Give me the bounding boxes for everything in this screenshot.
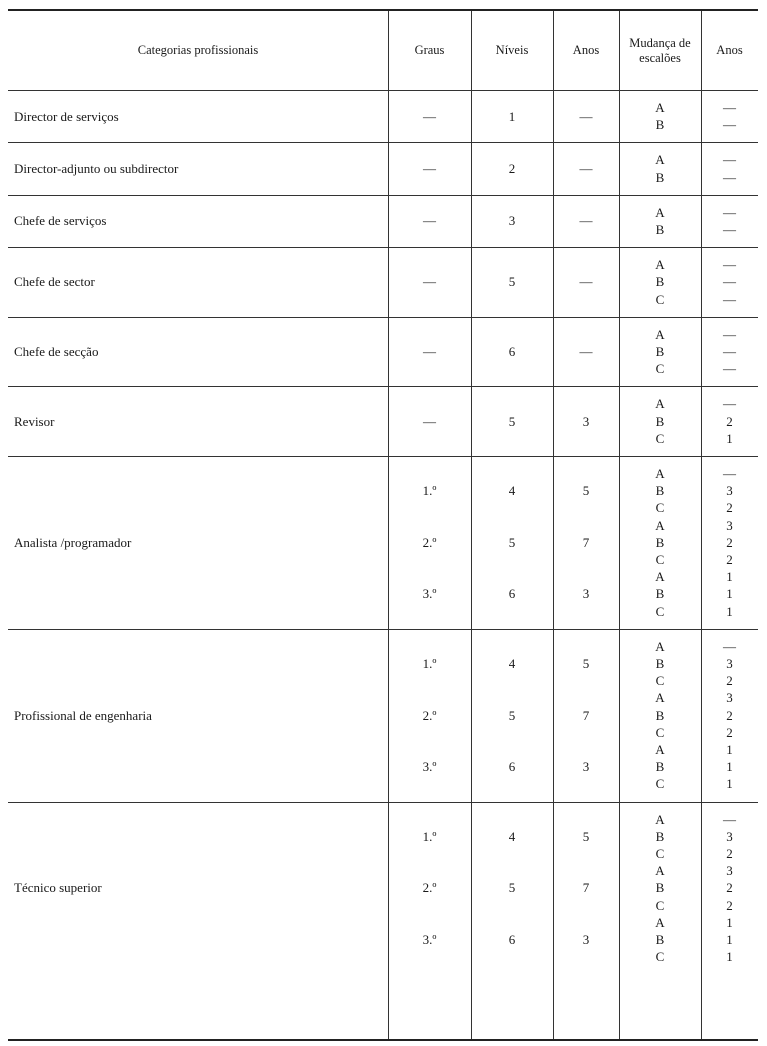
escalao-value: C	[655, 724, 665, 740]
categoria-cell: Director de serviços	[14, 108, 119, 124]
nivel-cell: 6	[508, 931, 516, 947]
grau-cell: —	[423, 274, 436, 290]
escalao-value: A	[655, 517, 665, 533]
anos-escalao-cell	[701, 465, 758, 620]
grau-cell: 2.º	[422, 707, 437, 723]
escalao-value: B	[655, 707, 665, 723]
grau-cell: —	[423, 413, 436, 429]
anos-escalao-value: —	[723, 221, 736, 237]
anos-cell: 7	[582, 534, 590, 550]
anos-escalao-cell	[701, 326, 758, 378]
anos-escalao-value: 3	[726, 483, 733, 499]
grau-cell: —	[423, 343, 436, 359]
grau-cell: 2.º	[422, 880, 437, 896]
nivel-cell: 6	[508, 343, 516, 359]
anos-escalao-value: 2	[726, 724, 733, 740]
anos-escalao-cell	[701, 811, 758, 966]
anos-cell: 3	[582, 413, 590, 429]
escalao-value: B	[655, 343, 665, 359]
nivel-cell: 2	[508, 160, 516, 176]
anos-escalao-value: —	[723, 204, 736, 220]
anos-escalao-cell	[701, 256, 758, 308]
anos-escalao-value: —	[723, 638, 736, 654]
anos-escalao-value: 1	[726, 931, 733, 947]
header-anos-2: Anos	[716, 43, 743, 57]
escalao-value: C	[655, 500, 665, 516]
anos-escalao-value: 3	[726, 690, 733, 706]
anos-escalao-value: 2	[726, 534, 733, 550]
escalao-value: C	[655, 776, 665, 792]
anos-escalao-value: 3	[726, 655, 733, 671]
escalao-value: B	[655, 221, 665, 237]
escalao-value: A	[655, 811, 665, 827]
grau-cell: 1.º	[422, 828, 437, 844]
escaloes-cell	[619, 326, 701, 378]
escalao-value: B	[655, 274, 665, 290]
escalao-value: B	[655, 655, 665, 671]
nivel-cell: 6	[508, 586, 516, 602]
anos-escalao-value: 1	[726, 759, 733, 775]
escaloes-cell	[619, 151, 701, 185]
nivel-cell: 4	[508, 483, 516, 499]
escalao-value: A	[655, 466, 665, 481]
anos-escalao-value: 1	[726, 914, 733, 930]
anos-escalao-value: 2	[726, 500, 733, 516]
anos-escalao-cell	[701, 151, 758, 185]
grau-cell: 3.º	[422, 586, 437, 602]
anos-escalao-value: 3	[726, 828, 733, 844]
anos-escalao-value: —	[723, 100, 736, 115]
escalao-value: B	[655, 880, 665, 896]
grau-cell: —	[423, 213, 436, 229]
anos-cell: —	[579, 274, 593, 290]
escalao-value: B	[655, 413, 665, 429]
escalao-value: B	[655, 586, 665, 602]
anos-escalao-value: 1	[726, 776, 733, 792]
anos-escalao-value: —	[723, 257, 736, 273]
escalao-value: A	[655, 326, 665, 342]
anos-escalao-cell	[701, 204, 758, 238]
escaloes-cell	[619, 395, 701, 447]
anos-escalao-value: 2	[726, 845, 733, 861]
anos-escalao-value: 2	[726, 413, 733, 429]
escalao-value: B	[655, 828, 665, 844]
categoria-cell: Chefe de secção	[14, 343, 99, 359]
grau-cell: 2.º	[422, 534, 437, 550]
categoria-cell: Chefe de serviços	[14, 213, 107, 229]
anos-cell: 5	[582, 483, 590, 499]
anos-escalao-value: —	[723, 326, 736, 342]
anos-escalao-value: —	[723, 361, 736, 377]
nivel-cell: 5	[508, 707, 516, 723]
anos-cell: 3	[582, 759, 590, 775]
escalao-value: B	[655, 759, 665, 775]
escaloes-cell	[619, 99, 701, 133]
nivel-cell: 4	[508, 828, 516, 844]
anos-escalao-value: 2	[726, 551, 733, 567]
escaloes-cell	[619, 256, 701, 308]
nivel-cell: 6	[508, 759, 516, 775]
nivel-cell: 5	[508, 880, 516, 896]
grau-cell: 3.º	[422, 931, 437, 947]
escalao-value: C	[655, 291, 665, 307]
anos-cell: —	[579, 108, 593, 124]
anos-cell: 3	[582, 931, 590, 947]
anos-cell: 3	[582, 586, 590, 602]
escalao-value: A	[655, 396, 665, 412]
anos-escalao-value: —	[723, 152, 736, 168]
categoria-cell: Analista /programador	[14, 534, 132, 550]
grau-cell: 1.º	[422, 483, 437, 499]
escalao-value: C	[655, 845, 665, 861]
escaloes-cell	[619, 465, 701, 620]
nivel-cell: 5	[508, 274, 516, 290]
nivel-cell: 1	[508, 108, 516, 124]
anos-cell: 7	[582, 880, 590, 896]
escalao-value: A	[655, 914, 665, 930]
anos-cell: 5	[582, 828, 590, 844]
header-graus: Graus	[414, 43, 445, 57]
header-mudanca-escaloes: Mudança de escalões	[629, 35, 691, 65]
anos-escalao-value: 1	[726, 603, 733, 619]
categoria-cell: Director-adjunto ou subdirector	[14, 160, 179, 176]
escalao-value: A	[655, 863, 665, 879]
anos-escalao-value: —	[723, 117, 736, 133]
escalao-value: A	[655, 690, 665, 706]
escalao-value: B	[655, 117, 665, 133]
escalao-value: A	[655, 152, 665, 168]
anos-escalao-cell	[701, 395, 758, 447]
categoria-cell: Revisor	[14, 413, 55, 429]
anos-escalao-value: 2	[726, 880, 733, 896]
nivel-cell: 3	[508, 213, 516, 229]
escalao-value: C	[655, 603, 665, 619]
escalao-value: A	[655, 257, 665, 273]
header-anos: Anos	[572, 43, 600, 57]
escalao-value: C	[655, 897, 665, 913]
anos-escalao-value: —	[723, 274, 736, 290]
escaloes-cell	[619, 638, 701, 793]
escalao-value: A	[655, 569, 665, 585]
grau-cell: —	[423, 160, 436, 176]
header-niveis: Níveis	[495, 43, 529, 57]
anos-escalao-value: —	[723, 811, 736, 827]
anos-escalao-value: —	[723, 343, 736, 359]
anos-escalao-value: 2	[726, 897, 733, 913]
categoria-cell: Chefe de sector	[14, 274, 95, 290]
header-categorias: Categorias profissionais	[137, 43, 259, 57]
anos-cell: —	[579, 343, 593, 359]
anos-escalao-value: 2	[726, 707, 733, 723]
escalao-value: A	[655, 100, 665, 115]
grau-cell: 3.º	[422, 759, 437, 775]
anos-escalao-cell	[701, 638, 758, 793]
escalao-value: B	[655, 534, 665, 550]
anos-escalao-value: 1	[726, 741, 733, 757]
anos-escalao-value: 3	[726, 517, 733, 533]
anos-escalao-value: 3	[726, 863, 733, 879]
escalao-value: A	[655, 741, 665, 757]
anos-escalao-value: 1	[726, 430, 733, 446]
escalao-value: B	[655, 483, 665, 499]
nivel-cell: 4	[508, 655, 516, 671]
anos-cell: 7	[582, 707, 590, 723]
anos-escalao-value: —	[723, 169, 736, 185]
escalao-value: A	[655, 204, 665, 220]
grau-cell: —	[423, 108, 436, 124]
salary-table	[8, 9, 758, 1041]
escalao-value: B	[655, 931, 665, 947]
anos-escalao-cell	[701, 99, 758, 133]
escalao-value: C	[655, 430, 665, 446]
categoria-cell: Técnico superior	[14, 880, 102, 896]
nivel-cell: 5	[508, 413, 516, 429]
escalao-value: C	[655, 551, 665, 567]
anos-cell: 5	[582, 655, 590, 671]
escalao-value: C	[655, 361, 665, 377]
nivel-cell: 5	[508, 534, 516, 550]
escaloes-cell	[619, 811, 701, 966]
anos-cell: —	[579, 213, 593, 229]
escalao-value: C	[655, 673, 665, 689]
categoria-cell: Profissional de engenharia	[14, 707, 152, 723]
anos-escalao-value: —	[723, 466, 736, 481]
anos-escalao-value: —	[723, 291, 736, 307]
escalao-value: A	[655, 638, 665, 654]
escalao-value: C	[655, 949, 665, 965]
anos-cell: —	[579, 160, 593, 176]
escalao-value: B	[655, 169, 665, 185]
anos-escalao-value: 1	[726, 586, 733, 602]
grau-cell: 1.º	[422, 655, 437, 671]
anos-escalao-value: 1	[726, 949, 733, 965]
escaloes-cell	[619, 204, 701, 238]
anos-escalao-value: 2	[726, 673, 733, 689]
anos-escalao-value: —	[723, 396, 736, 412]
anos-escalao-value: 1	[726, 569, 733, 585]
